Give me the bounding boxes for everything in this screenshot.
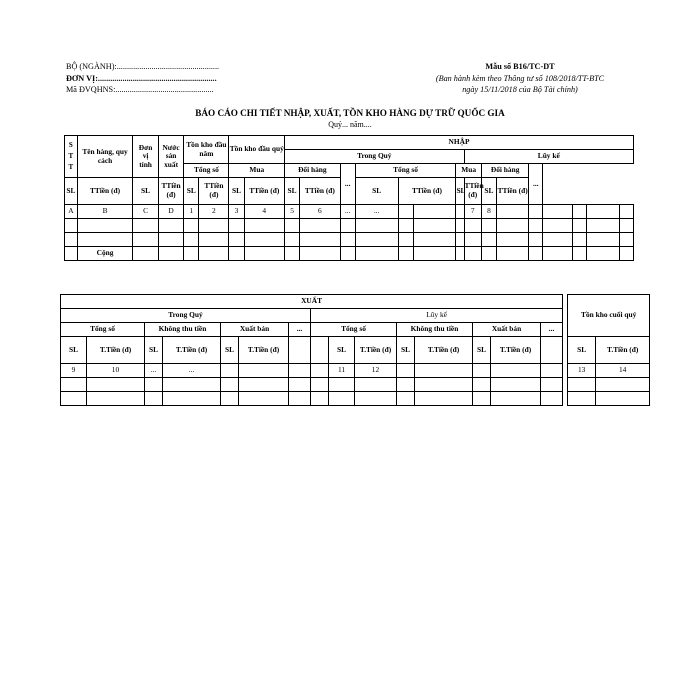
sl-header: SL [481,178,496,205]
col-x-in-quarter: Trong Quý [61,309,311,323]
ttien-header: T.Tiền (đ) [239,337,289,364]
index-cell: C [133,205,158,219]
sl-header: SL [329,337,355,364]
index-cell [415,364,473,378]
sl-header: SL [184,178,199,205]
header-right [370,61,670,96]
sl-header: SL [355,178,398,205]
index-cell [529,205,543,219]
index-cell [397,364,415,378]
ttien-header: T.Tiền (đ) [87,337,145,364]
report-period: Quý... năm.... [328,120,372,129]
index-cell: 2 [199,205,229,219]
total-label: Cộng [77,247,133,261]
ttien-header: T.Tiền (đ) [596,337,650,364]
ttien-header: TTiền (đ) [398,178,456,205]
ttien-header: TTiền (đ) [158,178,183,205]
index-cell [473,364,491,378]
sl-header: SL [285,178,300,205]
ttien-header: TTiền (đ) [464,178,481,205]
header-left [66,61,296,96]
index-cell: 9 [61,364,87,378]
col-opening-year: Tồn kho đầu năm [184,136,229,164]
issuance-note-2: ngày 15/11/2018 của Bộ Tài chính) [462,85,578,94]
table-row-index [65,205,634,219]
col-opening-quarter: Tồn kho đầu quý [229,136,285,164]
index-cell [456,205,464,219]
index-cell: 7 [464,205,481,219]
index-cell [221,364,239,378]
ttien-header: TTiền (đ) [244,178,285,205]
index-cell [496,205,528,219]
col-cumulative: Lũy kế [464,150,633,164]
index-cell: ... [355,205,398,219]
index-cell: ... [163,364,221,378]
index-cell: B [77,205,133,219]
table-row [61,378,650,392]
sl-header: SL [456,178,464,205]
col-in-quarter: Trong Quý [285,150,464,164]
index-cell: 10 [87,364,145,378]
table-row [61,392,650,406]
col-q-purchase: Mua [229,164,285,178]
index-cell [619,205,633,219]
col-xc-other: ... [541,323,563,337]
index-cell: ... [145,364,163,378]
index-cell: 6 [300,205,341,219]
col-q-other: ... [340,164,355,205]
index-cell: 13 [568,364,596,378]
ttien-header: TTiền (đ) [496,178,528,205]
col-c-total: Tổng số [355,164,456,178]
index-cell [543,205,573,219]
index-cell [311,364,329,378]
index-cell [491,364,541,378]
budget-code-line: Mã ĐVQHNS:................................................ [66,85,214,94]
ttien-header: T.Tiền (đ) [415,337,473,364]
col-xc-free: Không thu tiền [397,323,473,337]
ttien-header: TTiền (đ) [199,178,229,205]
index-cell: 12 [355,364,397,378]
ministry-line: BỘ (NGÀNH):.................................................. [66,62,220,71]
col-origin: Nước sản xuất [158,136,183,178]
index-cell: 3 [229,205,244,219]
sl-header: SL [61,337,87,364]
col-unit: Đơn vị tính [133,136,158,178]
ttien-header: TTiền (đ) [77,178,133,205]
col-xq-free: Không thu tiền [145,323,221,337]
sl-header: SL [133,178,158,205]
index-cell: 1 [184,205,199,219]
ttien-header: T.Tiền (đ) [163,337,221,364]
col-c-other: ... [529,164,543,205]
col-stt: S T T [65,136,78,178]
ttien-header: TTiền (đ) [300,178,341,205]
sl-header: SL [397,337,415,364]
sl-header: SL [568,337,596,364]
export-table [60,294,650,406]
ttien-header: T.Tiền (đ) [355,337,397,364]
import-table [64,135,634,261]
col-xq-other: ... [289,323,311,337]
report-title: BÁO CÁO CHI TIẾT NHẬP, XUẤT, TỒN KHO HÀNG DỰ TRỮ QUỐC GIA [195,108,505,118]
col-c-purchase: Mua [456,164,481,178]
col-xq-total: Tổng số [61,323,145,337]
index-cell: 4 [244,205,285,219]
col-c-exchange: Đổi hàng [481,164,528,178]
col-x-cumulative: Lũy kế [311,309,563,323]
ttien-header: T.Tiền (đ) [491,337,541,364]
index-cell: A [65,205,78,219]
index-cell [587,205,619,219]
total-row [65,247,634,261]
issuance-note-1: (Ban hành kèm theo Thông tư số 108/2018/TT-BTC [435,73,605,83]
table-row [65,233,634,247]
col-q-total: Tổng số [184,164,229,178]
col-xc-total: Tổng số [311,323,397,337]
col-q-exchange: Đổi hàng [285,164,341,178]
index-cell: 5 [285,205,300,219]
form-number: Mẫu số B16/TC-DT [485,62,555,71]
index-cell: 11 [329,364,355,378]
col-xc-sale: Xuất bán [473,323,541,337]
index-cell [413,205,456,219]
index-cell: 14 [596,364,650,378]
index-cell: 8 [481,205,496,219]
col-item-name: Tên hàng, quy cách [77,136,133,178]
index-cell [289,364,311,378]
index-cell: ... [340,205,355,219]
sl-header: SL [145,337,163,364]
table-row-index [61,364,650,378]
index-cell [239,364,289,378]
sl-header: SL [229,178,244,205]
sl-header: SL [65,178,78,205]
col-xq-sale: Xuất bán [221,323,289,337]
col-import: NHẬP [285,136,634,150]
index-cell: D [158,205,183,219]
index-cell [541,364,563,378]
index-cell [398,205,413,219]
table-row [65,219,634,233]
index-cell [573,205,587,219]
sl-header: SL [473,337,491,364]
col-closing-quarter: Tồn kho cuối quý [568,295,650,337]
sl-header: SL [221,337,239,364]
unit-line: ĐƠN VỊ:.......................................................... [66,73,217,83]
col-export: XUẤT [61,295,563,309]
